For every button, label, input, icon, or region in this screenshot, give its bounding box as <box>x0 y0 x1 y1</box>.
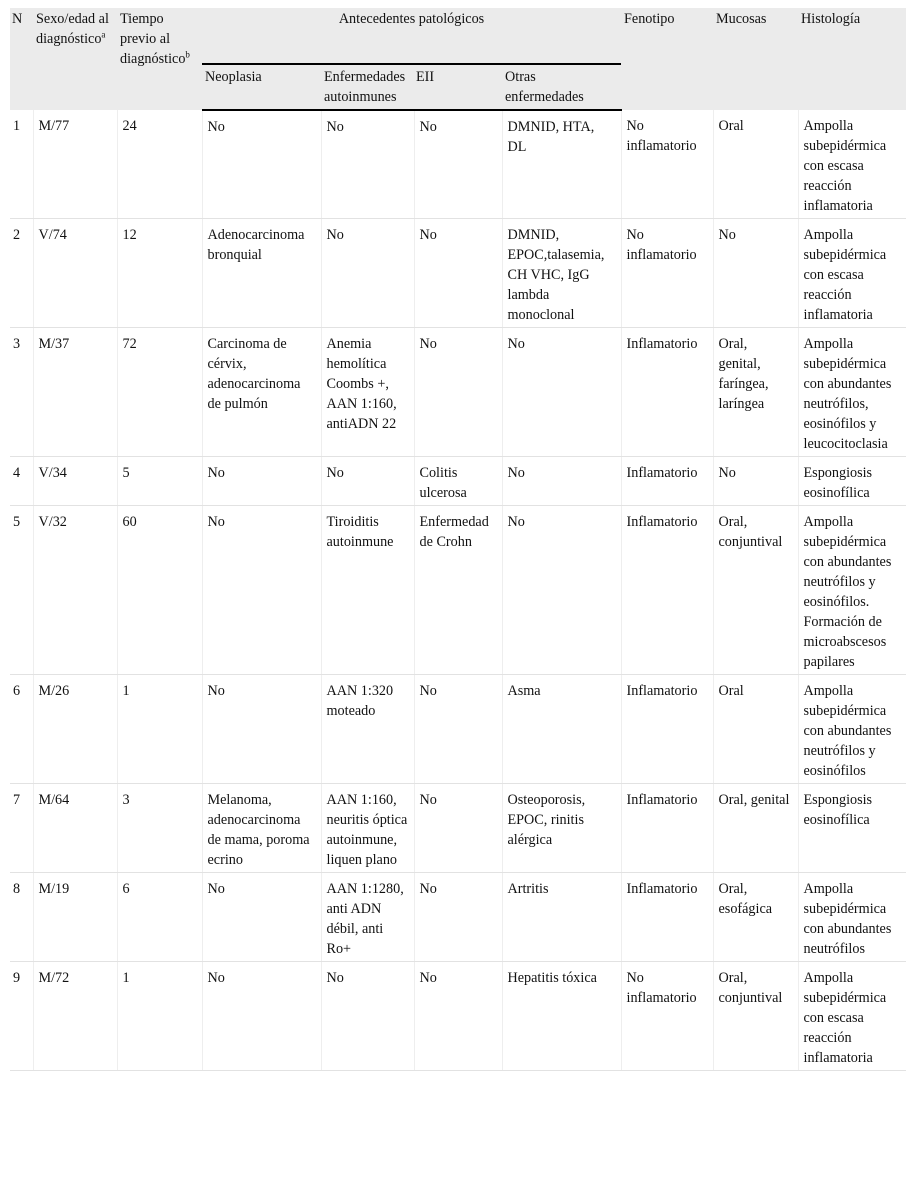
table-row <box>10 675 906 784</box>
cell-otras: No <box>502 328 621 457</box>
cell-neoplasia: No <box>202 506 321 675</box>
table-row <box>10 457 906 506</box>
cell-otras: Artritis <box>502 873 621 962</box>
cell-otras: Hepatitis tóxica <box>502 962 621 1071</box>
cell-mucosas: Oral, genital <box>713 784 798 873</box>
cell-eii: No <box>414 328 502 457</box>
header-autoinmunes: Enfermedades autoinmunes <box>321 64 414 110</box>
cell-histologia: Ampolla subepidérmica con abundantes neutrófilos y eosinófilos. Formación de microabscesos papilares <box>798 506 906 675</box>
cell-mucosas: Oral, esofágica <box>713 873 798 962</box>
cell-sexo: M/64 <box>33 784 117 873</box>
cell-n: 6 <box>10 675 33 784</box>
cell-fenotipo: Inflamatorio <box>621 784 713 873</box>
cell-tiempo: 6 <box>117 873 202 962</box>
table-row <box>10 784 906 873</box>
cell-neoplasia: No <box>202 675 321 784</box>
cell-neoplasia: No <box>202 962 321 1071</box>
cell-n: 7 <box>10 784 33 873</box>
cell-fenotipo: Inflamatorio <box>621 328 713 457</box>
cell-n: 4 <box>10 457 33 506</box>
header-eii: EII <box>414 64 502 110</box>
cell-fenotipo: No inflamatorio <box>621 110 713 219</box>
cell-otras: DMNID, EPOC,talasemia, CH VHC, IgG lambda monoclonal <box>502 219 621 328</box>
cell-fenotipo: Inflamatorio <box>621 675 713 784</box>
table-row <box>10 962 906 1071</box>
table-row <box>10 506 906 675</box>
cell-autoinmunes: AAN 1:320 moteado <box>321 675 414 784</box>
cell-neoplasia: Adenocarcinoma bronquial <box>202 219 321 328</box>
cell-otras: No <box>502 506 621 675</box>
cell-sexo: M/26 <box>33 675 117 784</box>
header-neoplasia: Neoplasia <box>202 64 321 110</box>
cell-mucosas: Oral, conjuntival <box>713 506 798 675</box>
cell-autoinmunes: No <box>321 110 414 219</box>
table-body <box>10 110 906 1071</box>
cell-eii: Enfermedad de Crohn <box>414 506 502 675</box>
cell-mucosas: Oral, conjuntival <box>713 962 798 1071</box>
cell-histologia: Espongiosis eosinofílica <box>798 784 906 873</box>
cell-n: 3 <box>10 328 33 457</box>
cell-histologia: Ampolla subepidérmica con abundantes neutrófilos <box>798 873 906 962</box>
cell-histologia: Espongiosis eosinofílica <box>798 457 906 506</box>
cell-neoplasia: No <box>202 873 321 962</box>
cell-autoinmunes: AAN 1:160, neuritis óptica autoinmune, liquen plano <box>321 784 414 873</box>
cell-sexo: M/19 <box>33 873 117 962</box>
cell-histologia: Ampolla subepidérmica con escasa reacción inflamatoria <box>798 962 906 1071</box>
cell-mucosas: Oral, genital, faríngea, laríngea <box>713 328 798 457</box>
cell-sexo: M/37 <box>33 328 117 457</box>
cell-autoinmunes: No <box>321 219 414 328</box>
cell-sexo: M/72 <box>33 962 117 1071</box>
cell-otras: Osteoporosis, EPOC, rinitis alérgica <box>502 784 621 873</box>
cell-eii: Colitis ulcerosa <box>414 457 502 506</box>
cell-otras: No <box>502 457 621 506</box>
cell-otras: DMNID, HTA, DL <box>502 110 621 219</box>
cell-eii: No <box>414 219 502 328</box>
cell-n: 9 <box>10 962 33 1071</box>
cell-autoinmunes: No <box>321 962 414 1071</box>
cell-tiempo: 24 <box>117 110 202 219</box>
cell-neoplasia: No <box>202 110 321 219</box>
cell-tiempo: 1 <box>117 675 202 784</box>
cell-autoinmunes: AAN 1:1280, anti ADN débil, anti Ro+ <box>321 873 414 962</box>
table-row <box>10 219 906 328</box>
cell-fenotipo: Inflamatorio <box>621 506 713 675</box>
patients-table <box>10 8 906 1071</box>
header-antecedentes: Antecedentes patológicos <box>202 8 621 64</box>
header-fenotipo: Fenotipo <box>621 8 713 110</box>
cell-mucosas: No <box>713 219 798 328</box>
cell-eii: No <box>414 962 502 1071</box>
footnote-a: a <box>101 29 106 40</box>
cell-eii: No <box>414 873 502 962</box>
cell-eii: No <box>414 675 502 784</box>
cell-mucosas: Oral <box>713 675 798 784</box>
cell-mucosas: No <box>713 457 798 506</box>
cell-sexo: V/74 <box>33 219 117 328</box>
header-sexo-edad: Sexo/edad al diagnóstico$^a$ <box>33 8 117 110</box>
header-tiempo: Tiempo previo al diagnóstico$^b$ <box>117 8 202 110</box>
cell-sexo: M/77 <box>33 110 117 219</box>
cell-fenotipo: No inflamatorio <box>621 962 713 1071</box>
cell-tiempo: 5 <box>117 457 202 506</box>
cell-histologia: Ampolla subepidérmica con escasa reacción inflamatoria <box>798 110 906 219</box>
footnote-b: b <box>185 49 190 60</box>
cell-tiempo: 12 <box>117 219 202 328</box>
cell-tiempo: 3 <box>117 784 202 873</box>
header-otras: Otras enfermedades <box>502 64 621 110</box>
cell-sexo: V/34 <box>33 457 117 506</box>
table-row <box>10 328 906 457</box>
cell-histologia: Ampolla subepidérmica con escasa reacción inflamatoria <box>798 219 906 328</box>
cell-eii: No <box>414 784 502 873</box>
cell-fenotipo: Inflamatorio <box>621 873 713 962</box>
cell-sexo: V/32 <box>33 506 117 675</box>
cell-n: 2 <box>10 219 33 328</box>
header-row-top <box>10 8 906 64</box>
cell-tiempo: 1 <box>117 962 202 1071</box>
cell-neoplasia: No <box>202 457 321 506</box>
cell-histologia: Ampolla subepidérmica con abundantes neutrófilos y eosinófilos <box>798 675 906 784</box>
cell-n: 8 <box>10 873 33 962</box>
cell-neoplasia: Carcinoma de cérvix, adenocarcinoma de pulmón <box>202 328 321 457</box>
cell-autoinmunes: No <box>321 457 414 506</box>
cell-fenotipo: Inflamatorio <box>621 457 713 506</box>
cell-fenotipo: No inflamatorio <box>621 219 713 328</box>
cell-tiempo: 60 <box>117 506 202 675</box>
cell-n: 5 <box>10 506 33 675</box>
cell-otras: Asma <box>502 675 621 784</box>
cell-autoinmunes: Anemia hemolítica Coombs +, AAN 1:160, antiADN 22 <box>321 328 414 457</box>
header-n: N <box>10 8 33 110</box>
cell-histologia: Ampolla subepidérmica con abundantes neutrófilos, eosinófilos y leucocitoclasia <box>798 328 906 457</box>
table-row <box>10 110 906 219</box>
table-row <box>10 873 906 962</box>
header-mucosas: Mucosas <box>713 8 798 110</box>
cell-neoplasia: Melanoma, adenocarcinoma de mama, poroma ecrino <box>202 784 321 873</box>
cell-n: 1 <box>10 110 33 219</box>
cell-mucosas: Oral <box>713 110 798 219</box>
header-histologia: Histología <box>798 8 906 110</box>
cell-tiempo: 72 <box>117 328 202 457</box>
cell-eii: No <box>414 110 502 219</box>
cell-autoinmunes: Tiroiditis autoinmune <box>321 506 414 675</box>
